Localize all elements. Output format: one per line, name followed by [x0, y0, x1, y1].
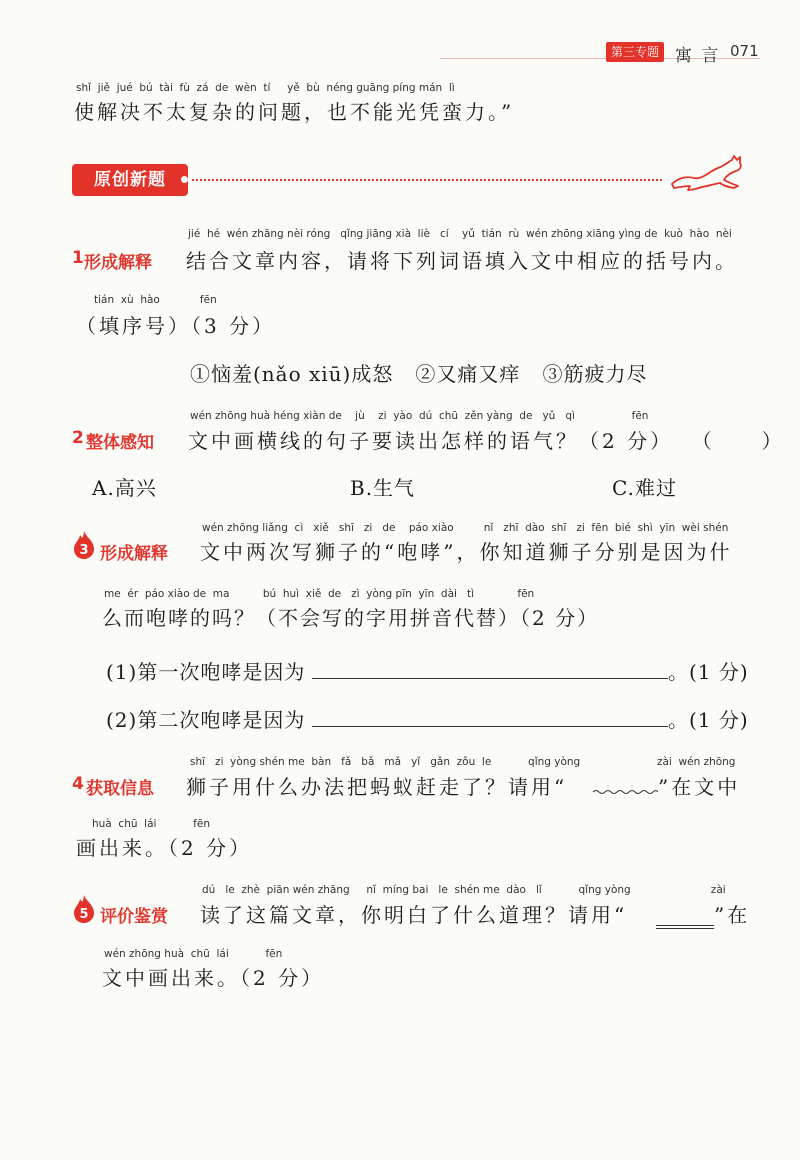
q1-text-2: （填序号）（3 分）	[76, 314, 276, 338]
q4-label: 获取信息	[86, 779, 154, 799]
intro-pinyin: shǐ jiě jué bú tài fù zá de wèn tí yě bù néng guāng píng mán lì	[76, 82, 455, 94]
q1-text-1: 结合文章内容，请将下列词语填入文中相应的括号内。	[186, 249, 738, 273]
q2-pinyin-1: wén zhōng huà héng xiàn de jù zi yào dú chū zěn yàng de yǔ qì fēn	[190, 410, 649, 422]
q5-pinyin-1: dú le zhè piān wén zhāng nǐ míng bai le shén me dào lǐ qǐng yòng zài	[202, 884, 726, 896]
q5-number: 5	[79, 907, 89, 922]
section-title: 寓 言	[675, 46, 721, 66]
q2-text-1: 文中画横线的句子要读出怎样的语气？（2 分） （ ）	[188, 429, 785, 453]
q4-pinyin-2: huà chū lái fēn	[92, 818, 210, 830]
q3-text-2: 么而咆哮的吗？（不会写的字用拼音代替）（2 分）	[102, 606, 600, 630]
banner-dotted-line	[192, 179, 662, 181]
q3-sub1-label: (1)第一次咆哮是因为	[106, 660, 306, 684]
q3-sub1-answer-line[interactable]	[312, 678, 668, 679]
q5-pinyin-2: wén zhōng huà chū lái fēn	[104, 948, 283, 960]
section-tag: 第三专题	[606, 42, 664, 62]
q3-pinyin-2: me ér páo xiào de ma bú huì xiě de zì yòng pīn yīn dài tì fēn	[104, 588, 535, 600]
q4-text-1a: 狮子用什么办法把蚂蚁赶走了？请用“	[186, 775, 568, 799]
q5-double-line-top	[656, 925, 714, 926]
q2-label: 整体感知	[86, 433, 154, 453]
q1-number: 1	[72, 248, 84, 268]
q5-flame-badge-icon	[72, 894, 96, 924]
q4-text-1b: ”在文中	[658, 775, 741, 799]
intro-text: 使解决不太复杂的问题，也不能光凭蛮力。”	[74, 100, 515, 124]
q2-choice-b: B.生气	[350, 476, 416, 500]
q4-text-2: 画出来。（2 分）	[76, 836, 253, 860]
banner-dot	[181, 176, 188, 183]
q5-text-1a: 读了这篇文章，你明白了什么道理？请用“	[200, 903, 628, 927]
q5-text-1b: ”在	[714, 903, 751, 927]
q1-label: 形成解释	[84, 253, 152, 273]
q2-choice-a: A.高兴	[92, 476, 157, 500]
q5-label: 评价鉴赏	[100, 907, 168, 927]
q2-number: 2	[72, 428, 84, 448]
q2-choice-c: C.难过	[612, 476, 677, 500]
leaping-cat-icon	[668, 150, 748, 194]
q4-pinyin-1: shī zi yòng shén me bàn fǎ bǎ mǎ yǐ gǎn zǒu le qǐng yòng zài wén zhōng	[190, 756, 736, 768]
q3-text-1: 文中两次写狮子的“咆哮”，你知道狮子分别是因为什	[200, 540, 733, 564]
q5-double-line-bottom	[656, 928, 714, 929]
page-number: 071	[730, 42, 759, 60]
q4-number: 4	[72, 774, 84, 794]
q3-flame-badge-icon	[72, 530, 96, 560]
q1-pinyin-2: tián xù hào fēn	[94, 294, 217, 306]
original-questions-banner: 原创新题	[72, 164, 188, 196]
q1-options: ①恼羞(nǎo xiū)成怒 ②又痛又痒 ③筋疲力尽	[190, 362, 648, 386]
q3-number: 3	[79, 543, 89, 558]
q3-sub2-label: (2)第二次咆哮是因为	[106, 708, 306, 732]
q3-sub2-score: 。(1 分)	[668, 708, 749, 732]
q3-sub2-answer-line[interactable]	[312, 726, 668, 727]
q3-pinyin-1: wén zhōng liǎng cì xiě shī zi de páo xiào nǐ zhī dào shī zi fēn bié shì yīn wèi shén	[202, 522, 729, 534]
q4-wavy-underline-icon	[592, 788, 658, 796]
q5-text-2: 文中画出来。（2 分）	[102, 966, 325, 990]
q1-pinyin-1: jié hé wén zhāng nèi róng qǐng jiāng xià liè cí yǔ tián rù wén zhōng xiāng yìng de kuò hào nèi	[188, 228, 732, 240]
q3-label: 形成解释	[100, 544, 168, 564]
q3-sub1-score: 。(1 分)	[668, 660, 749, 684]
